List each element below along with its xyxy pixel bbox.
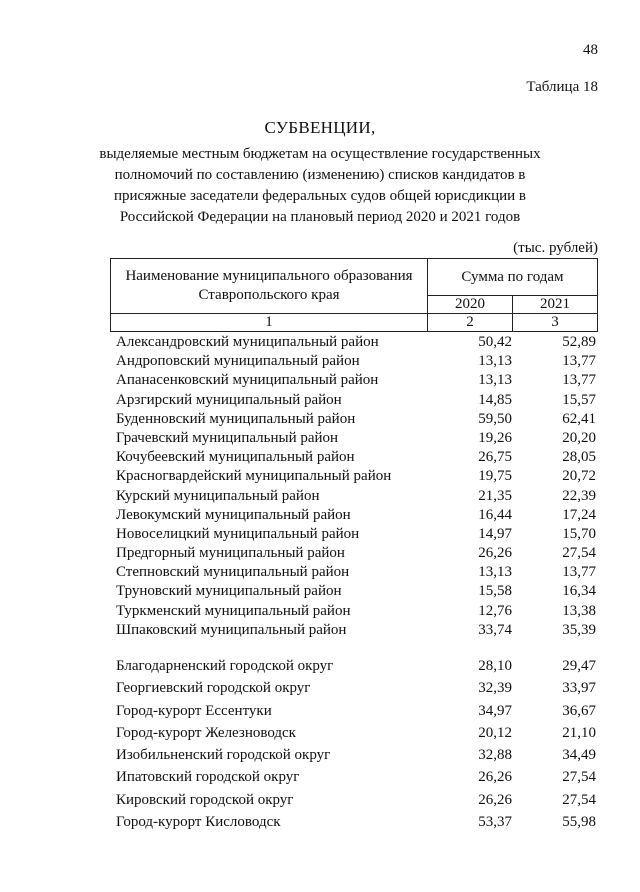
municipality-name: Арзгирский муниципальный район xyxy=(116,391,342,408)
municipality-name: Степновский муниципальный район xyxy=(116,564,350,581)
municipality-name: Предгорный муниципальный район xyxy=(116,545,345,562)
municipality-name: Город-курорт Железноводск xyxy=(116,724,296,741)
value-2020: 26,26 xyxy=(478,769,512,786)
value-2020: 33,74 xyxy=(478,621,512,638)
value-2020: 13,13 xyxy=(478,353,512,370)
value-2020: 20,12 xyxy=(478,724,512,741)
units-label: (тыс. рублей) xyxy=(513,240,598,256)
table-row xyxy=(110,526,598,545)
table-row xyxy=(110,658,598,680)
table-row xyxy=(110,703,598,725)
table-row xyxy=(110,449,598,468)
municipality-name: Новоселицкий муниципальный район xyxy=(116,525,360,542)
municipality-name: Красногвардейский муниципальный район xyxy=(116,468,392,485)
municipality-name: Город-курорт Ессентуки xyxy=(116,702,272,719)
header-sum-column: Сумма по годам xyxy=(428,259,598,296)
value-2021: 27,54 xyxy=(562,791,596,808)
table-row xyxy=(110,622,598,641)
page-number: 48 xyxy=(583,42,598,58)
table-header xyxy=(110,258,598,332)
value-2021: 55,98 xyxy=(562,814,596,831)
value-2021: 28,05 xyxy=(562,449,596,466)
municipality-name: Благодарненский городской округ xyxy=(116,658,334,674)
municipality-name: Шпаковский муниципальный район xyxy=(116,621,347,638)
value-2020: 32,39 xyxy=(478,680,512,697)
value-2021: 33,97 xyxy=(562,680,596,697)
value-2021: 13,38 xyxy=(562,602,596,619)
value-2020: 32,88 xyxy=(478,747,512,764)
table-row xyxy=(110,392,598,411)
municipality-name: Кочубеевский муниципальный район xyxy=(116,449,355,466)
value-2021: 35,39 xyxy=(562,621,596,638)
value-2020: 34,97 xyxy=(478,702,512,719)
table-row xyxy=(110,747,598,769)
table-row xyxy=(110,583,598,602)
district-rows xyxy=(110,334,598,641)
value-2021: 15,57 xyxy=(562,391,596,408)
value-2020: 19,75 xyxy=(478,468,512,485)
municipality-name: Труновский муниципальный район xyxy=(116,583,342,600)
municipality-name: Буденновский муниципальный район xyxy=(116,410,356,427)
value-2021: 13,77 xyxy=(562,564,596,581)
value-2020: 14,97 xyxy=(478,525,512,542)
municipality-name: Курский муниципальный район xyxy=(116,487,320,504)
table-row xyxy=(110,372,598,391)
header-year-2021: 2021 xyxy=(512,296,597,314)
table-row xyxy=(110,792,598,814)
value-2021: 52,89 xyxy=(562,334,596,350)
document-subtitle: выделяемые местным бюджетам на осуществление государственных полномочий по составлению (изменению) списков кандидатов в присяжные заседатели федеральных судов общей юрисдикции в Российской Федерации на плановый период 2020 и 2021 годов xyxy=(99,146,541,225)
value-2020: 21,35 xyxy=(478,487,512,504)
value-2020: 26,26 xyxy=(478,791,512,808)
table-label: Таблица 18 xyxy=(526,79,598,95)
value-2021: 27,54 xyxy=(562,545,596,562)
municipality-name: Туркменский муниципальный район xyxy=(116,602,351,619)
okrug-rows xyxy=(110,658,598,836)
municipality-name: Изобильненский городской округ xyxy=(116,747,331,764)
municipality-name: Город-курорт Кисловодск xyxy=(116,814,281,831)
table-row xyxy=(110,353,598,372)
table-row xyxy=(110,769,598,791)
value-2021: 29,47 xyxy=(562,658,596,674)
table-row xyxy=(110,564,598,583)
value-2020: 53,37 xyxy=(478,814,512,831)
municipality-name: Левокумский муниципальный район xyxy=(116,506,351,523)
document-title: СУБВЕНЦИИ, xyxy=(264,118,376,137)
value-2021: 20,72 xyxy=(562,468,596,485)
municipality-name: Георгиевский городской округ xyxy=(116,680,311,697)
value-2020: 26,75 xyxy=(478,449,512,466)
municipality-name: Андроповский муниципальный район xyxy=(116,353,360,370)
table-row xyxy=(110,814,598,836)
value-2021: 22,39 xyxy=(562,487,596,504)
value-2020: 13,13 xyxy=(478,372,512,389)
table-row xyxy=(110,334,598,353)
municipality-name: Ипатовский городской округ xyxy=(116,769,300,786)
table-row xyxy=(110,430,598,449)
header-num-2: 2 xyxy=(428,314,513,332)
value-2021: 36,67 xyxy=(562,702,596,719)
municipality-name: Апанасенковский муниципальный район xyxy=(116,372,379,389)
value-2020: 59,50 xyxy=(478,410,512,427)
value-2021: 17,24 xyxy=(562,506,596,523)
table-row xyxy=(110,545,598,564)
table-row xyxy=(110,725,598,747)
header-name-column: Наименование муниципального образования Ставропольского края xyxy=(111,259,428,314)
table-row xyxy=(110,507,598,526)
value-2020: 15,58 xyxy=(478,583,512,600)
value-2020: 12,76 xyxy=(478,602,512,619)
value-2021: 27,54 xyxy=(562,769,596,786)
municipality-name: Кировский городской округ xyxy=(116,791,294,808)
municipality-name: Александровский муниципальный район xyxy=(116,334,379,350)
value-2020: 13,13 xyxy=(478,564,512,581)
value-2020: 26,26 xyxy=(478,545,512,562)
table-row xyxy=(110,411,598,430)
value-2021: 21,10 xyxy=(562,724,596,741)
table-row xyxy=(110,468,598,487)
table-row xyxy=(110,488,598,507)
value-2021: 20,20 xyxy=(562,429,596,446)
value-2020: 14,85 xyxy=(478,391,512,408)
value-2021: 15,70 xyxy=(562,525,596,542)
value-2021: 13,77 xyxy=(562,353,596,370)
value-2020: 28,10 xyxy=(478,658,512,674)
value-2020: 19,26 xyxy=(478,429,512,446)
header-num-1: 1 xyxy=(111,314,428,332)
table-row xyxy=(110,680,598,702)
value-2021: 16,34 xyxy=(562,583,596,600)
value-2021: 34,49 xyxy=(562,747,596,764)
header-year-2020: 2020 xyxy=(428,296,513,314)
header-num-3: 3 xyxy=(512,314,597,332)
table-row xyxy=(110,603,598,622)
value-2021: 62,41 xyxy=(562,410,596,427)
value-2020: 50,42 xyxy=(478,334,512,350)
municipality-name: Грачевский муниципальный район xyxy=(116,429,339,446)
value-2020: 16,44 xyxy=(478,506,512,523)
value-2021: 13,77 xyxy=(562,372,596,389)
